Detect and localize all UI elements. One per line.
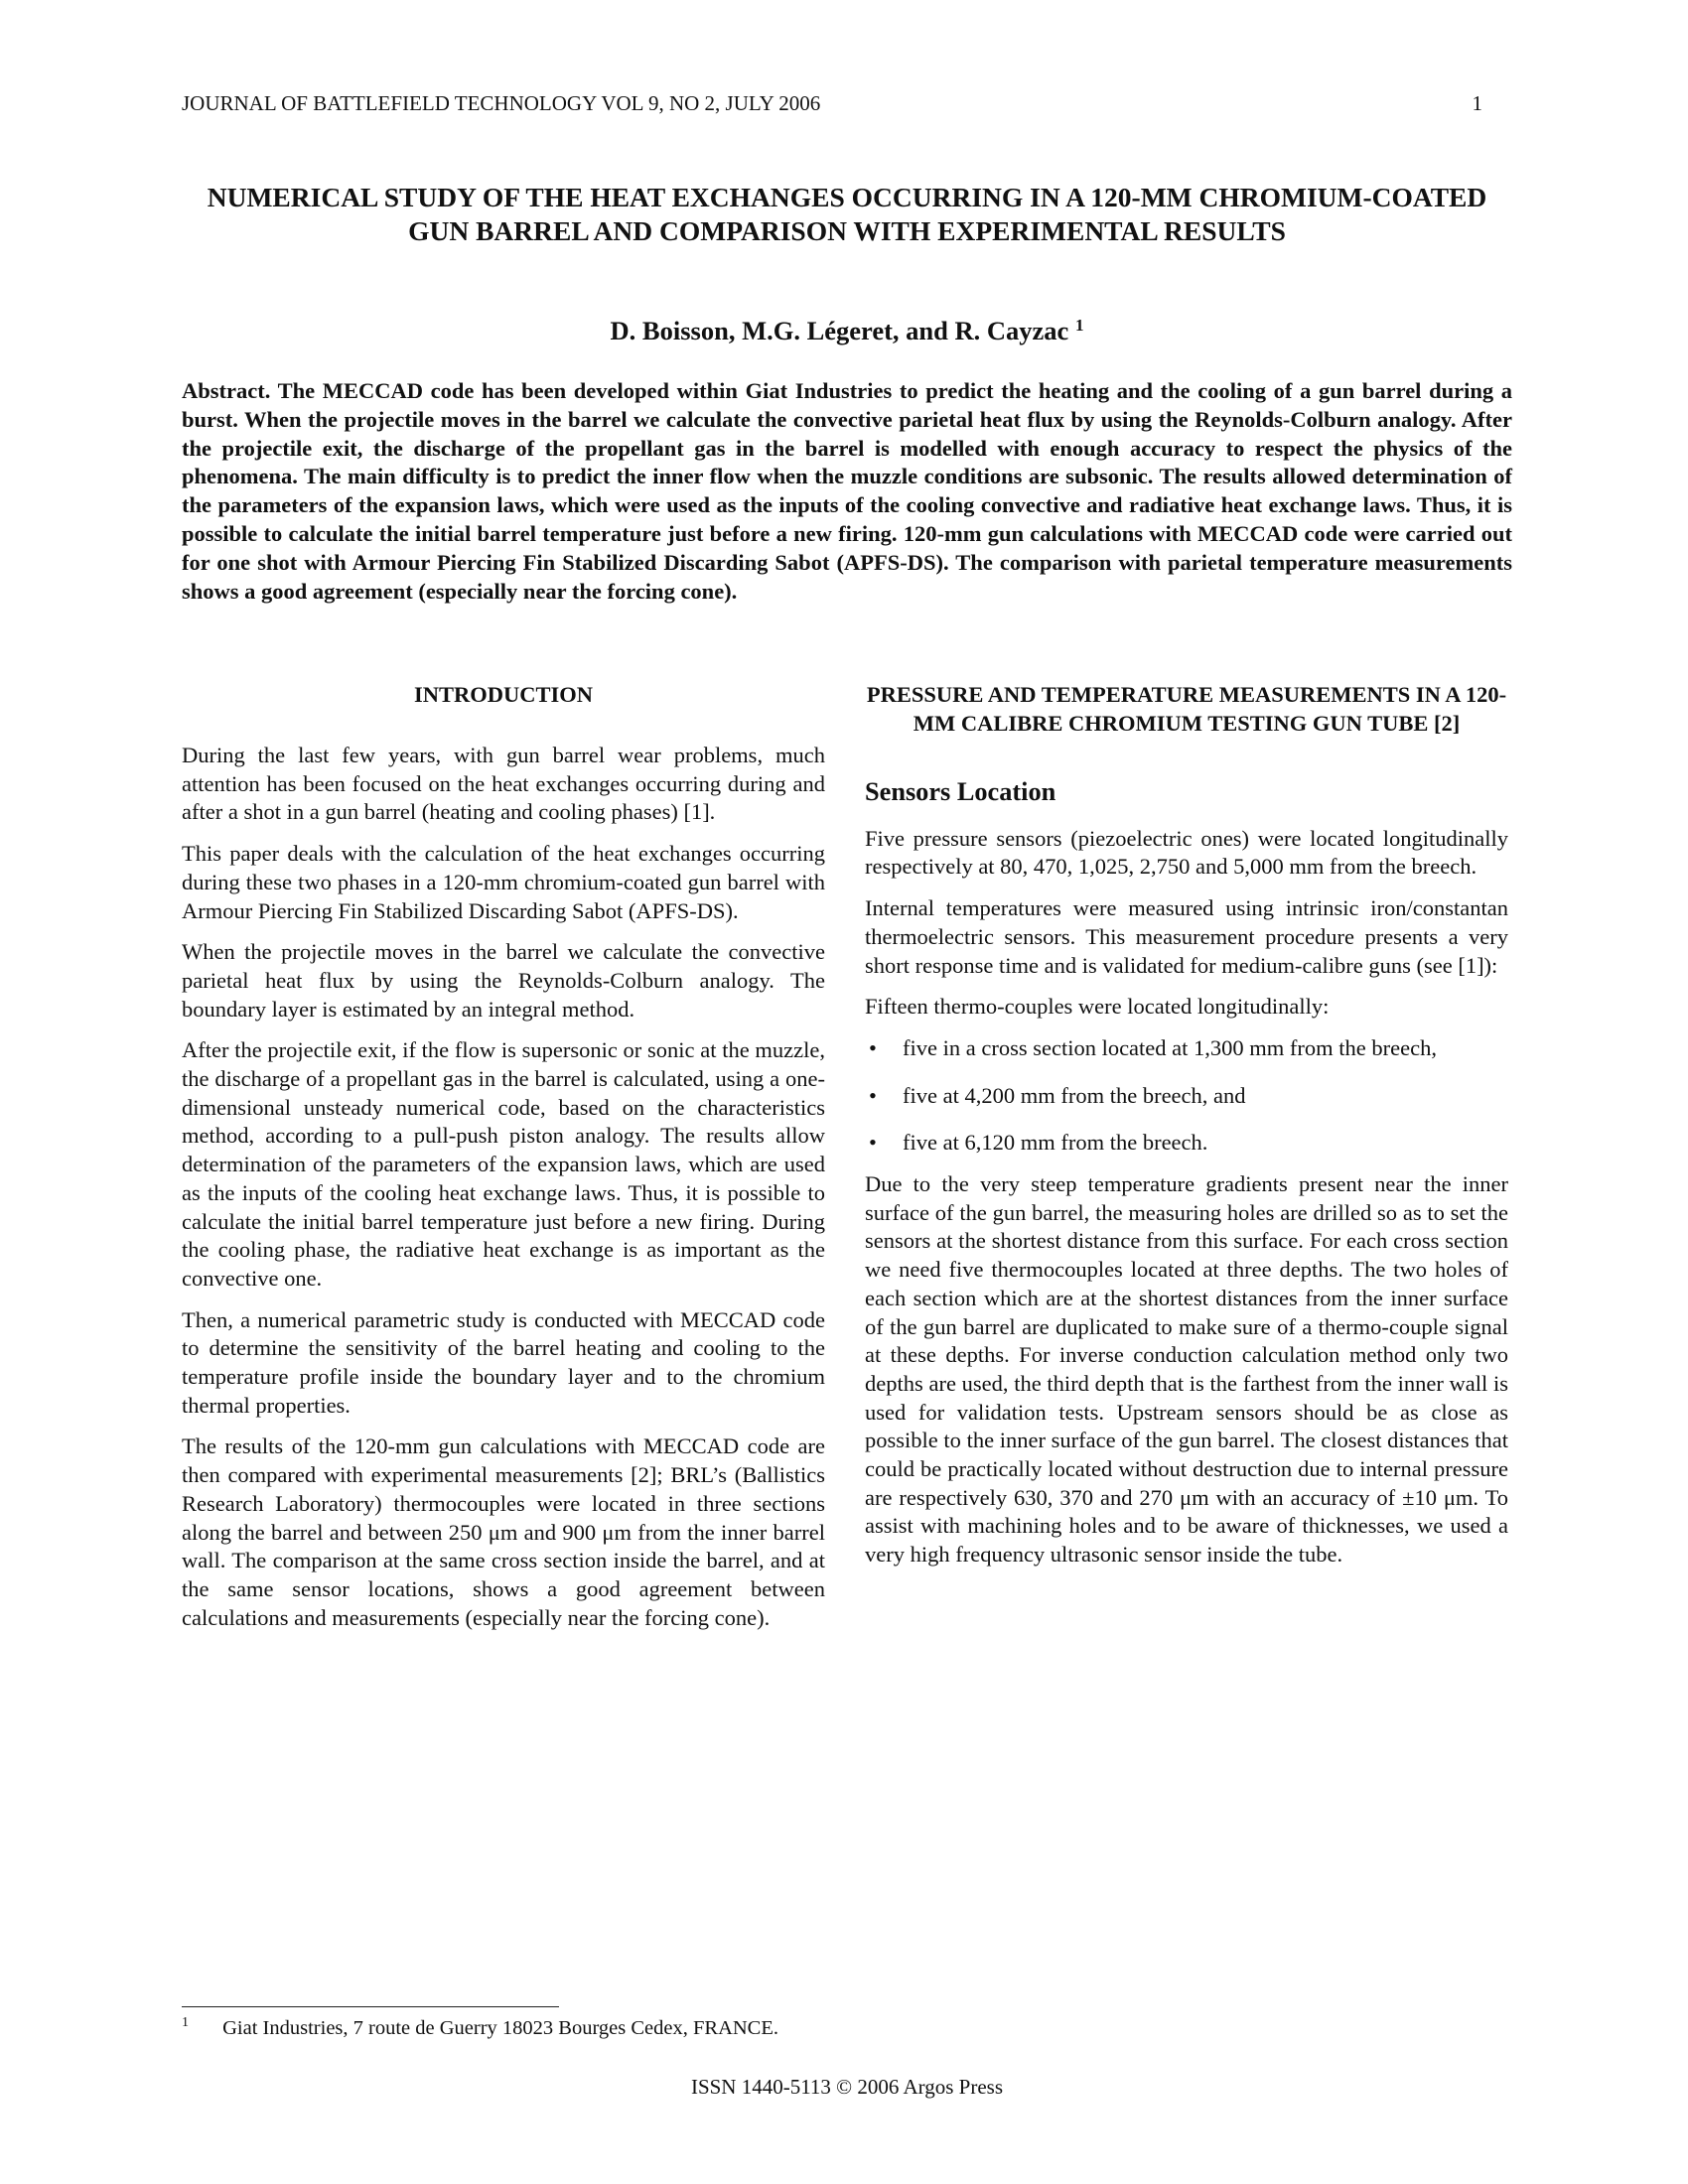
author-line bbox=[182, 316, 1512, 346]
section-heading-measurements: PRESSURE AND TEMPERATURE MEASUREMENTS IN A 120-MM CALIBRE CHROMIUM TESTING GUN TUBE [2] bbox=[866, 682, 1507, 736]
measurements-paragraph: Five pressure sensors (piezoelectric ones) were located longitudinally respectively at 80, 470, 1,025, 2,750 and 5,000 mm from the breech. bbox=[865, 825, 1508, 880]
intro-paragraph: This paper deals with the calculation of the heat exchanges occurring during these two phases in a 120-mm chromium-coated gun barrel with Armour Piercing Fin Stabilized Discarding Sabot (APFS-DS). bbox=[182, 841, 825, 923]
left-column bbox=[182, 680, 825, 1645]
list-item-text: five in a cross section located at 1,300 mm from the breech, bbox=[903, 1034, 1437, 1060]
bullet-icon: • bbox=[869, 1082, 877, 1108]
footnote-number: 1 bbox=[182, 2015, 189, 2030]
footnote-text: Giat Industries, 7 route de Guerry 18023 Bourges Cedex, FRANCE. bbox=[222, 2017, 779, 2039]
running-header bbox=[182, 91, 1482, 116]
author-footnote-ref: 1 bbox=[1074, 316, 1084, 335]
intro-paragraph: During the last few years, with gun barrel wear problems, much attention has been focused on the heat exchanges occurring during and after a shot in a gun barrel (heating and cooling phases) [1]. bbox=[182, 743, 825, 825]
intro-paragraph: The results of the 120-mm gun calculations with MECCAD code are then compared with experimental measurements [2]; BRL’s (Ballistics Research Laboratory) thermocouples were located in three sections along the barrel and between 250 μm and 900 μm from the inner barrel wall. The comparison at the same cross section inside the barrel, and at the same sensor locations, shows a good agreement between calculations and measurements (especially near the forcing cone). bbox=[182, 1433, 825, 1630]
list-item bbox=[865, 1034, 1508, 1063]
abstract: Abstract. The MECCAD code has been developed within Giat Industries to predict the heating and the cooling of a gun barrel during a burst. When the projectile moves in the barrel we calculate the convective parietal heat flux by using the Reynolds-Colburn analogy. After the projectile exit, the discharge of the propellant gas in the barrel is modelled with enough accuracy to respect the physics of the phenomena. The main difficulty is to predict the inner flow when the muzzle conditions are subsonic. The results allowed determination of the parameters of the expansion laws, which were used as the inputs of the cooling convective and radiative heat exchange laws. Thus, it is possible to calculate the initial barrel temperature just before a new firing. 120-mm gun calculations with MECCAD code were carried out for one shot with Armour Piercing Fin Stabilized Discarding Sabot (APFS-DS). The comparison with parietal temperature measurements shows a good agreement (especially near the forcing cone). bbox=[182, 378, 1512, 604]
list-item bbox=[865, 1082, 1508, 1111]
intro-paragraph: Then, a numerical parametric study is conducted with MECCAD code to determine the sensitivity of the barrel heating and cooling to the temperature profile inside the boundary layer and to the chromium thermal properties. bbox=[182, 1306, 825, 1418]
right-column bbox=[865, 680, 1508, 1582]
list-item-text: five at 6,120 mm from the breech. bbox=[903, 1130, 1208, 1156]
intro-paragraph: After the projectile exit, if the flow is supersonic or sonic at the muzzle, the discharge of a propellant gas in the barrel is calculated, using a one-dimensional unsteady numerical code, based on the characteristics method, according to a pull-push piston analogy. The results allow determination of the parameters of the expansion laws, which are used as the inputs of the cooling heat exchange laws. Thus, it is possible to calculate the initial barrel temperature just before a new firing. During the cooling phase, the radiative heat exchange is as important as the convective one. bbox=[182, 1037, 825, 1291]
list-item-text: five at 4,200 mm from the breech, and bbox=[903, 1082, 1246, 1108]
intro-paragraph: When the projectile moves in the barrel we calculate the convective parietal heat flux by using the Reynolds-Colburn analogy. The boundary layer is estimated by an integral method. bbox=[182, 939, 825, 1022]
thermocouple-list bbox=[865, 1034, 1508, 1158]
measurements-paragraph: Due to the very steep temperature gradients present near the inner surface of the gun barrel, the measuring holes are drilled so as to set the sensors at the shortest distance from this surface. For each cross section we need five thermocouples located at three depths. The two holes of each section which are at the shortest distances from the inner surface of the gun barrel are duplicated to make sure of a thermo-couple signal at these depths. For inverse conduction calculation method only two depths are used, the third depth that is the farthest from the inner wall is used for validation tests. Upstream sensors should be as close as possible to the inner surface of the gun barrel. The closest distances that could be practically located without destruction due to internal pressure are respectively 630, 370 and 270 μm with an accuracy of ±10 μm. To assist with machining holes and to be aware of thicknesses, we used a very high frequency ultrasonic sensor inside the tube. bbox=[865, 1171, 1508, 1568]
bullet-icon: • bbox=[869, 1034, 877, 1060]
list-item bbox=[865, 1129, 1508, 1158]
measurements-paragraph: Fifteen thermo-couples were located longitudinally: bbox=[865, 994, 1330, 1020]
page-number: 1 bbox=[1472, 91, 1482, 115]
footnote bbox=[182, 2015, 1175, 2040]
paper-title: NUMERICAL STUDY OF THE HEAT EXCHANGES OCCURRING IN A 120-MM CHROMIUM-COATED GUN BARREL AND COMPARISON WITH EXPERIMENTAL RESULTS bbox=[207, 182, 1487, 246]
journal-name: JOURNAL OF BATTLEFIELD TECHNOLOGY VOL 9, NO 2, JULY 2006 bbox=[182, 91, 821, 115]
bullet-icon: • bbox=[869, 1130, 877, 1156]
footnote-divider bbox=[182, 2006, 559, 2007]
author-names: D. Boisson, M.G. Légeret, and R. Cayzac bbox=[610, 316, 1069, 345]
subsection-heading-sensors-location: Sensors Location bbox=[865, 777, 1056, 806]
measurements-paragraph: Internal temperatures were measured using intrinsic iron/constantan thermoelectric sensors. This measurement procedure presents a very short response time and is validated for medium-calibre guns (see [1]): bbox=[865, 895, 1508, 978]
section-heading-introduction: INTRODUCTION bbox=[413, 682, 594, 707]
page-footer: ISSN 1440-5113 © 2006 Argos Press bbox=[690, 2075, 1004, 2099]
